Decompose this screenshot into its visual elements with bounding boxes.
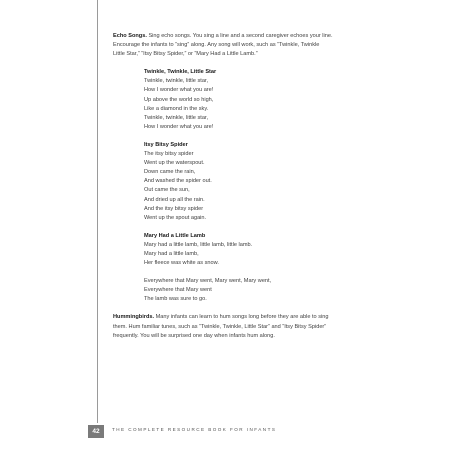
echo-heading: Echo Songs. [113, 33, 147, 39]
song-line: Went up the waterspout. [144, 160, 205, 167]
page-number: 42 [88, 425, 104, 438]
song-line: Like a diamond in the sky. [144, 105, 209, 112]
echo-line-1: Echo Songs. Sing echo songs. You sing a line and a second caregiver echoes your line. [113, 33, 333, 39]
song-line: Down came the rain, [144, 169, 196, 176]
song-title: Itsy Bitsy Spider [144, 141, 188, 148]
song-line: Out came the sun, [144, 187, 190, 194]
song-mary-lamb [144, 232, 403, 305]
running-footer-title: THE COMPLETE RESOURCE BOOK FOR INFANTS [112, 427, 277, 432]
song-line: Up above the world so high, [144, 96, 214, 103]
song-title: Mary Had a Little Lamb [144, 232, 206, 239]
song-line: Everywhere that Mary went [144, 287, 212, 294]
song-twinkle [144, 68, 403, 132]
stanza-gap [144, 268, 403, 277]
hummingbirds-line-3: frequently. You will be surprised one day when infants hum along. [113, 332, 275, 339]
song-line: How I wonder what you are! [144, 87, 214, 94]
echo-line-3: Little Star,” “Itsy Bitsy Spider,” or “Mary Had a Little Lamb.” [113, 51, 258, 58]
song-line: Mary had a little lamb, little lamb, little lamb. [144, 241, 253, 248]
song-line: Went up the spout again. [144, 214, 207, 221]
song-line: Her fleece was white as snow. [144, 260, 219, 267]
hummingbirds-line-1: Hummingbirds. Many infants can learn to hum songs long before they are able to sing [113, 314, 329, 321]
song-itsy-bitsy [144, 141, 403, 223]
page-footer [88, 425, 408, 439]
song-line: And washed the spider out. [144, 178, 212, 185]
song-line: And dried up all the rain. [144, 196, 205, 203]
song-line: The itsy bitsy spider [144, 151, 194, 158]
song-line: Mary had a little lamb, [144, 250, 199, 257]
song-line: Twinkle, twinkle, little star, [144, 114, 209, 121]
song-line: The lamb was sure to go. [144, 296, 207, 303]
song-title: Twinkle, Twinkle, Little Star [144, 69, 217, 76]
hummingbirds-paragraph [113, 313, 403, 340]
hummingbirds-line-2: them. Hum familiar tunes, such as “Twinkle, Twinkle, Little Star” and “Itsy Bitsy Spider” [113, 323, 327, 330]
song-line: Everywhere that Mary went, Mary went, Mary went, [144, 278, 272, 285]
song-line: How I wonder what you are! [144, 123, 214, 130]
song-line: Twinkle, twinkle, little star, [144, 78, 209, 85]
echo-line-2: Encourage the infants to “sing” along. Any song will work, such as “Twinkle, Twinkle [113, 42, 320, 49]
hummingbirds-heading: Hummingbirds. [113, 314, 155, 321]
page-content [113, 32, 403, 350]
song-line: And the itsy bitsy spider [144, 205, 204, 212]
echo-songs-paragraph [113, 32, 403, 59]
margin-rule [97, 0, 98, 423]
